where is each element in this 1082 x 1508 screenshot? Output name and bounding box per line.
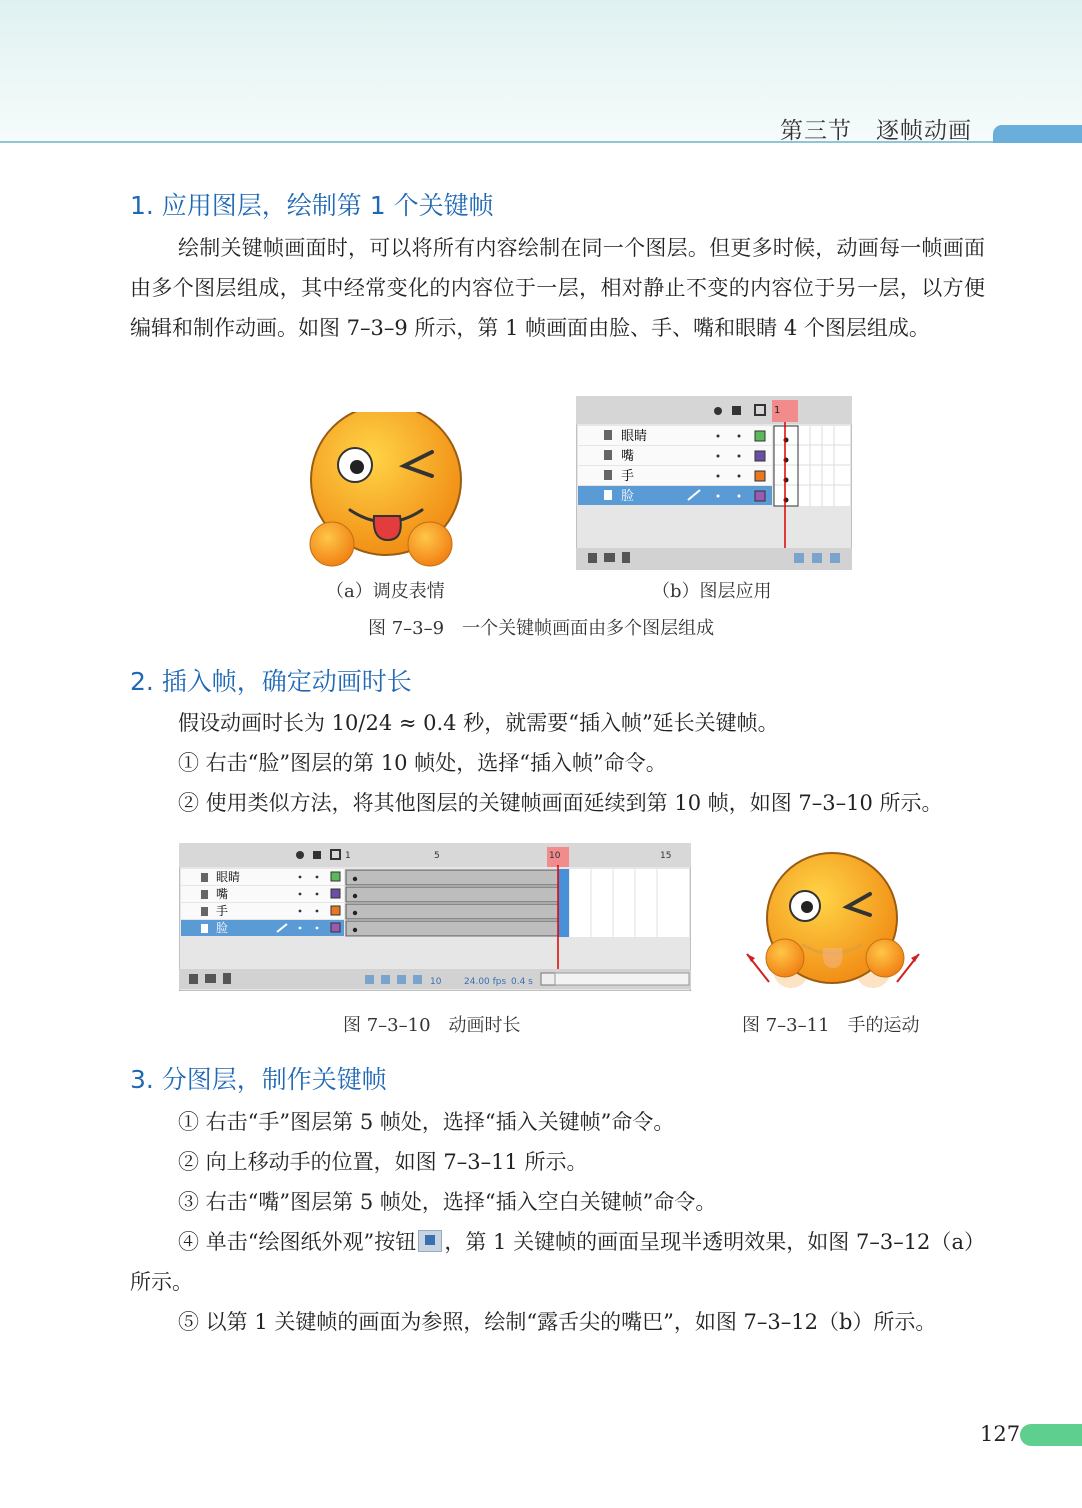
svg-text:15: 15 [660, 851, 672, 861]
layer-eyes: 眼睛 [621, 429, 648, 444]
svg-text:0.4 s: 0.4 s [511, 977, 533, 987]
s2-line-3: ② 使用类似方法，将其他图层的关键帧画面延续到第 10 帧，如图 7–3–10 所示。 [178, 791, 943, 815]
tongue [374, 516, 401, 540]
heading-2: 2. 插入帧，确定动画时长 [130, 667, 412, 696]
s2-line-1: 假设动画时长为 10/24 ≈ 0.4 秒，就需要“插入帧”延长关键帧。 [178, 711, 779, 735]
heading-1: 1. 应用图层，绘制第 1 个关键帧 [130, 191, 494, 220]
s3-line-3: ③ 右击“嘴”图层第 5 帧处，选择“插入空白关键帧”命令。 [178, 1190, 717, 1214]
layers-panel-figure-b [576, 396, 852, 570]
page-number: 127 [980, 1422, 1021, 1446]
timeline-layer-face: 脸 [216, 921, 229, 935]
svg-text:10: 10 [549, 851, 561, 861]
caption-fig9b: （b）图层应用 [652, 581, 772, 602]
hand-motion-figure [735, 850, 935, 990]
header-tab [993, 125, 1082, 143]
caption-fig10: 图 7–3–10 动画时长 [343, 1015, 521, 1036]
s3-line-4: ④ 单击“绘图纸外观”按钮 ，第 1 关键帧的画面呈现半透明效果，如图 7–3–12（a）所示。 [130, 1230, 985, 1294]
svg-text:1: 1 [774, 405, 781, 416]
s2-line-2: ① 右击“脸”图层的第 10 帧处，选择“插入帧”命令。 [178, 751, 667, 775]
timeline-layer-hand: 手 [216, 904, 229, 918]
heading-3: 3. 分图层，制作关键帧 [130, 1065, 387, 1094]
caption-fig9: 图 7–3–9 一个关键帧画面由多个图层组成 [368, 618, 715, 639]
s3-line-5: ⑤ 以第 1 关键帧的画面为参照，绘制“露舌尖的嘴巴”，如图 7–3–12（b）所示。 [178, 1310, 937, 1334]
svg-text:10: 10 [430, 977, 442, 987]
smiley-figure-a [300, 412, 470, 572]
layer-hand: 手 [621, 469, 635, 484]
layer-face: 脸 [621, 489, 635, 504]
paragraph-1: 绘制关键帧画面时，可以将所有内容绘制在同一个图层。但更多时候，动画每一帧画面由多个图层组成，其中经常变化的内容位于一层，相对静止不变的内容位于另一层，以方便编辑和制作动画。如图 7–3–9 所示，第 1 帧画面由脸、手、嘴和眼睛 4 个图层组成。 [130, 236, 985, 340]
section-title: 第三节 逐帧动画 [780, 118, 972, 144]
svg-text:24.00 fps: 24.00 fps [464, 977, 507, 987]
svg-text:5: 5 [434, 851, 440, 861]
s3-line-1: ① 右击“手”图层第 5 帧处，选择“插入关键帧”命令。 [178, 1110, 675, 1134]
timeline-layer-eyes: 眼睛 [216, 870, 241, 884]
onion-skin-button-icon [418, 1230, 442, 1252]
caption-fig11: 图 7–3–11 手的运动 [742, 1015, 920, 1036]
caption-fig9a: （a）调皮表情 [326, 581, 445, 602]
page-tab [1020, 1424, 1082, 1446]
timeline-figure [179, 843, 691, 991]
timeline-layer-mouth: 嘴 [216, 887, 229, 901]
svg-text:1: 1 [345, 851, 351, 861]
s3-line-2: ② 向上移动手的位置，如图 7–3–11 所示。 [178, 1150, 588, 1174]
layer-mouth: 嘴 [621, 449, 635, 464]
